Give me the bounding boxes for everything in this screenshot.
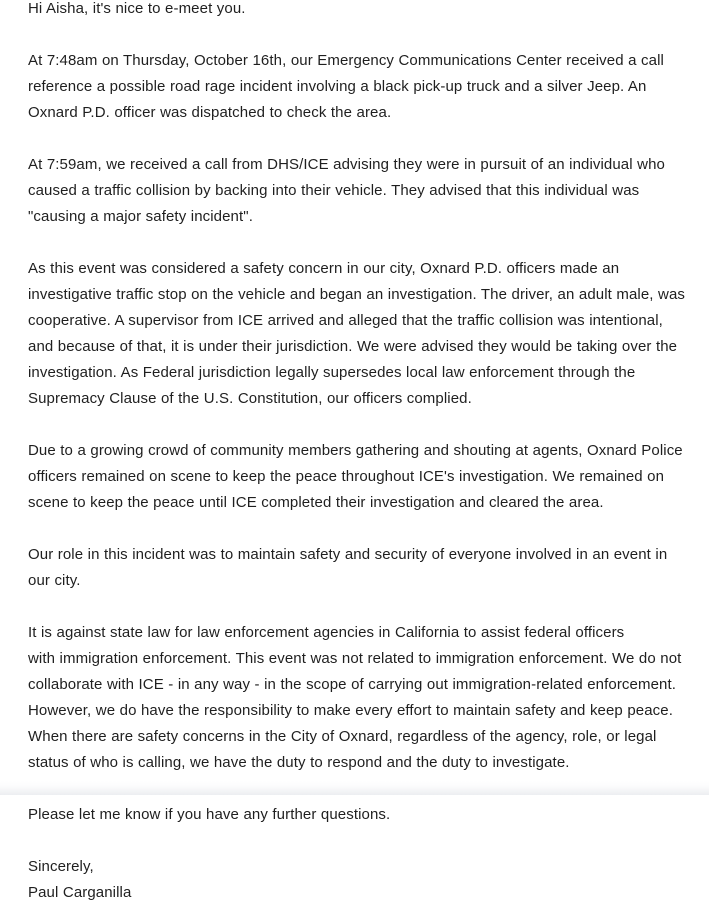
paragraph-crowd-keep-the-peace: Due to a growing crowd of community members gathering and shouting at agents, Oxnard Police officers remained on scene to keep the peace throughout ICE's investigation. We remained on scene to keep the peace until ICE completed their investigation and cleared the area.	[28, 442, 683, 511]
greeting-paragraph: Hi Aisha, it's nice to e-meet you.	[28, 0, 246, 17]
message-text-container	[28, 0, 690, 906]
paragraph-our-role: Our role in this incident was to maintain safety and security of everyone involved in an event in our city.	[28, 546, 668, 589]
paragraph-closing-question: Please let me know if you have any further questions.	[28, 806, 391, 823]
state-law-line: with immigration enforcement. This event was not related to immigration enforcement. We do not	[28, 650, 682, 667]
paragraph-dhs-ice-call: At 7:59am, we received a call from DHS/ICE advising they were in pursuit of an individual who caused a traffic collision by backing into their vehicle. They advised that this individual was "causing a major safety incident".	[28, 156, 665, 225]
paragraph-initial-call: At 7:48am on Thursday, October 16th, our Emergency Communications Center received a call reference a possible road rage incident involving a black pick-up truck and a silver Jeep. An Oxnard P.D. officer was dispatched to check the area.	[28, 52, 664, 121]
state-law-line: status of who is calling, we have the duty to respond and the duty to investigate.	[28, 754, 570, 771]
state-law-line: collaborate with ICE - in any way - in the scope of carrying out immigration-related enforcement.	[28, 676, 676, 693]
paragraph-state-law-and-duty	[28, 620, 690, 776]
state-law-line: It is against state law for law enforcement agencies in California to assist federal officers	[28, 624, 625, 641]
valediction: Sincerely,	[28, 858, 94, 875]
state-law-line: However, we do have the responsibility to make every effort to maintain safety and keep peace.	[28, 702, 673, 719]
state-law-line: When there are safety concerns in the City of Oxnard, regardless of the agency, role, or legal	[28, 728, 657, 745]
sender-name: Paul Carganilla	[28, 884, 132, 901]
paragraph-traffic-stop-and-jurisdiction: As this event was considered a safety concern in our city, Oxnard P.D. officers made an investigative traffic stop on the vehicle and began an investigation. The driver, an adult male, was cooperative. A supervisor from ICE arrived and alleged that the traffic collision was intentional, and because of that, it is under their jurisdiction. We were advised they would be taking over the investigation. As Federal jurisdiction legally supersedes local law enforcement through the Supremacy Clause of the U.S. Constitution, our officers complied.	[28, 260, 686, 407]
signature-block	[28, 854, 690, 906]
